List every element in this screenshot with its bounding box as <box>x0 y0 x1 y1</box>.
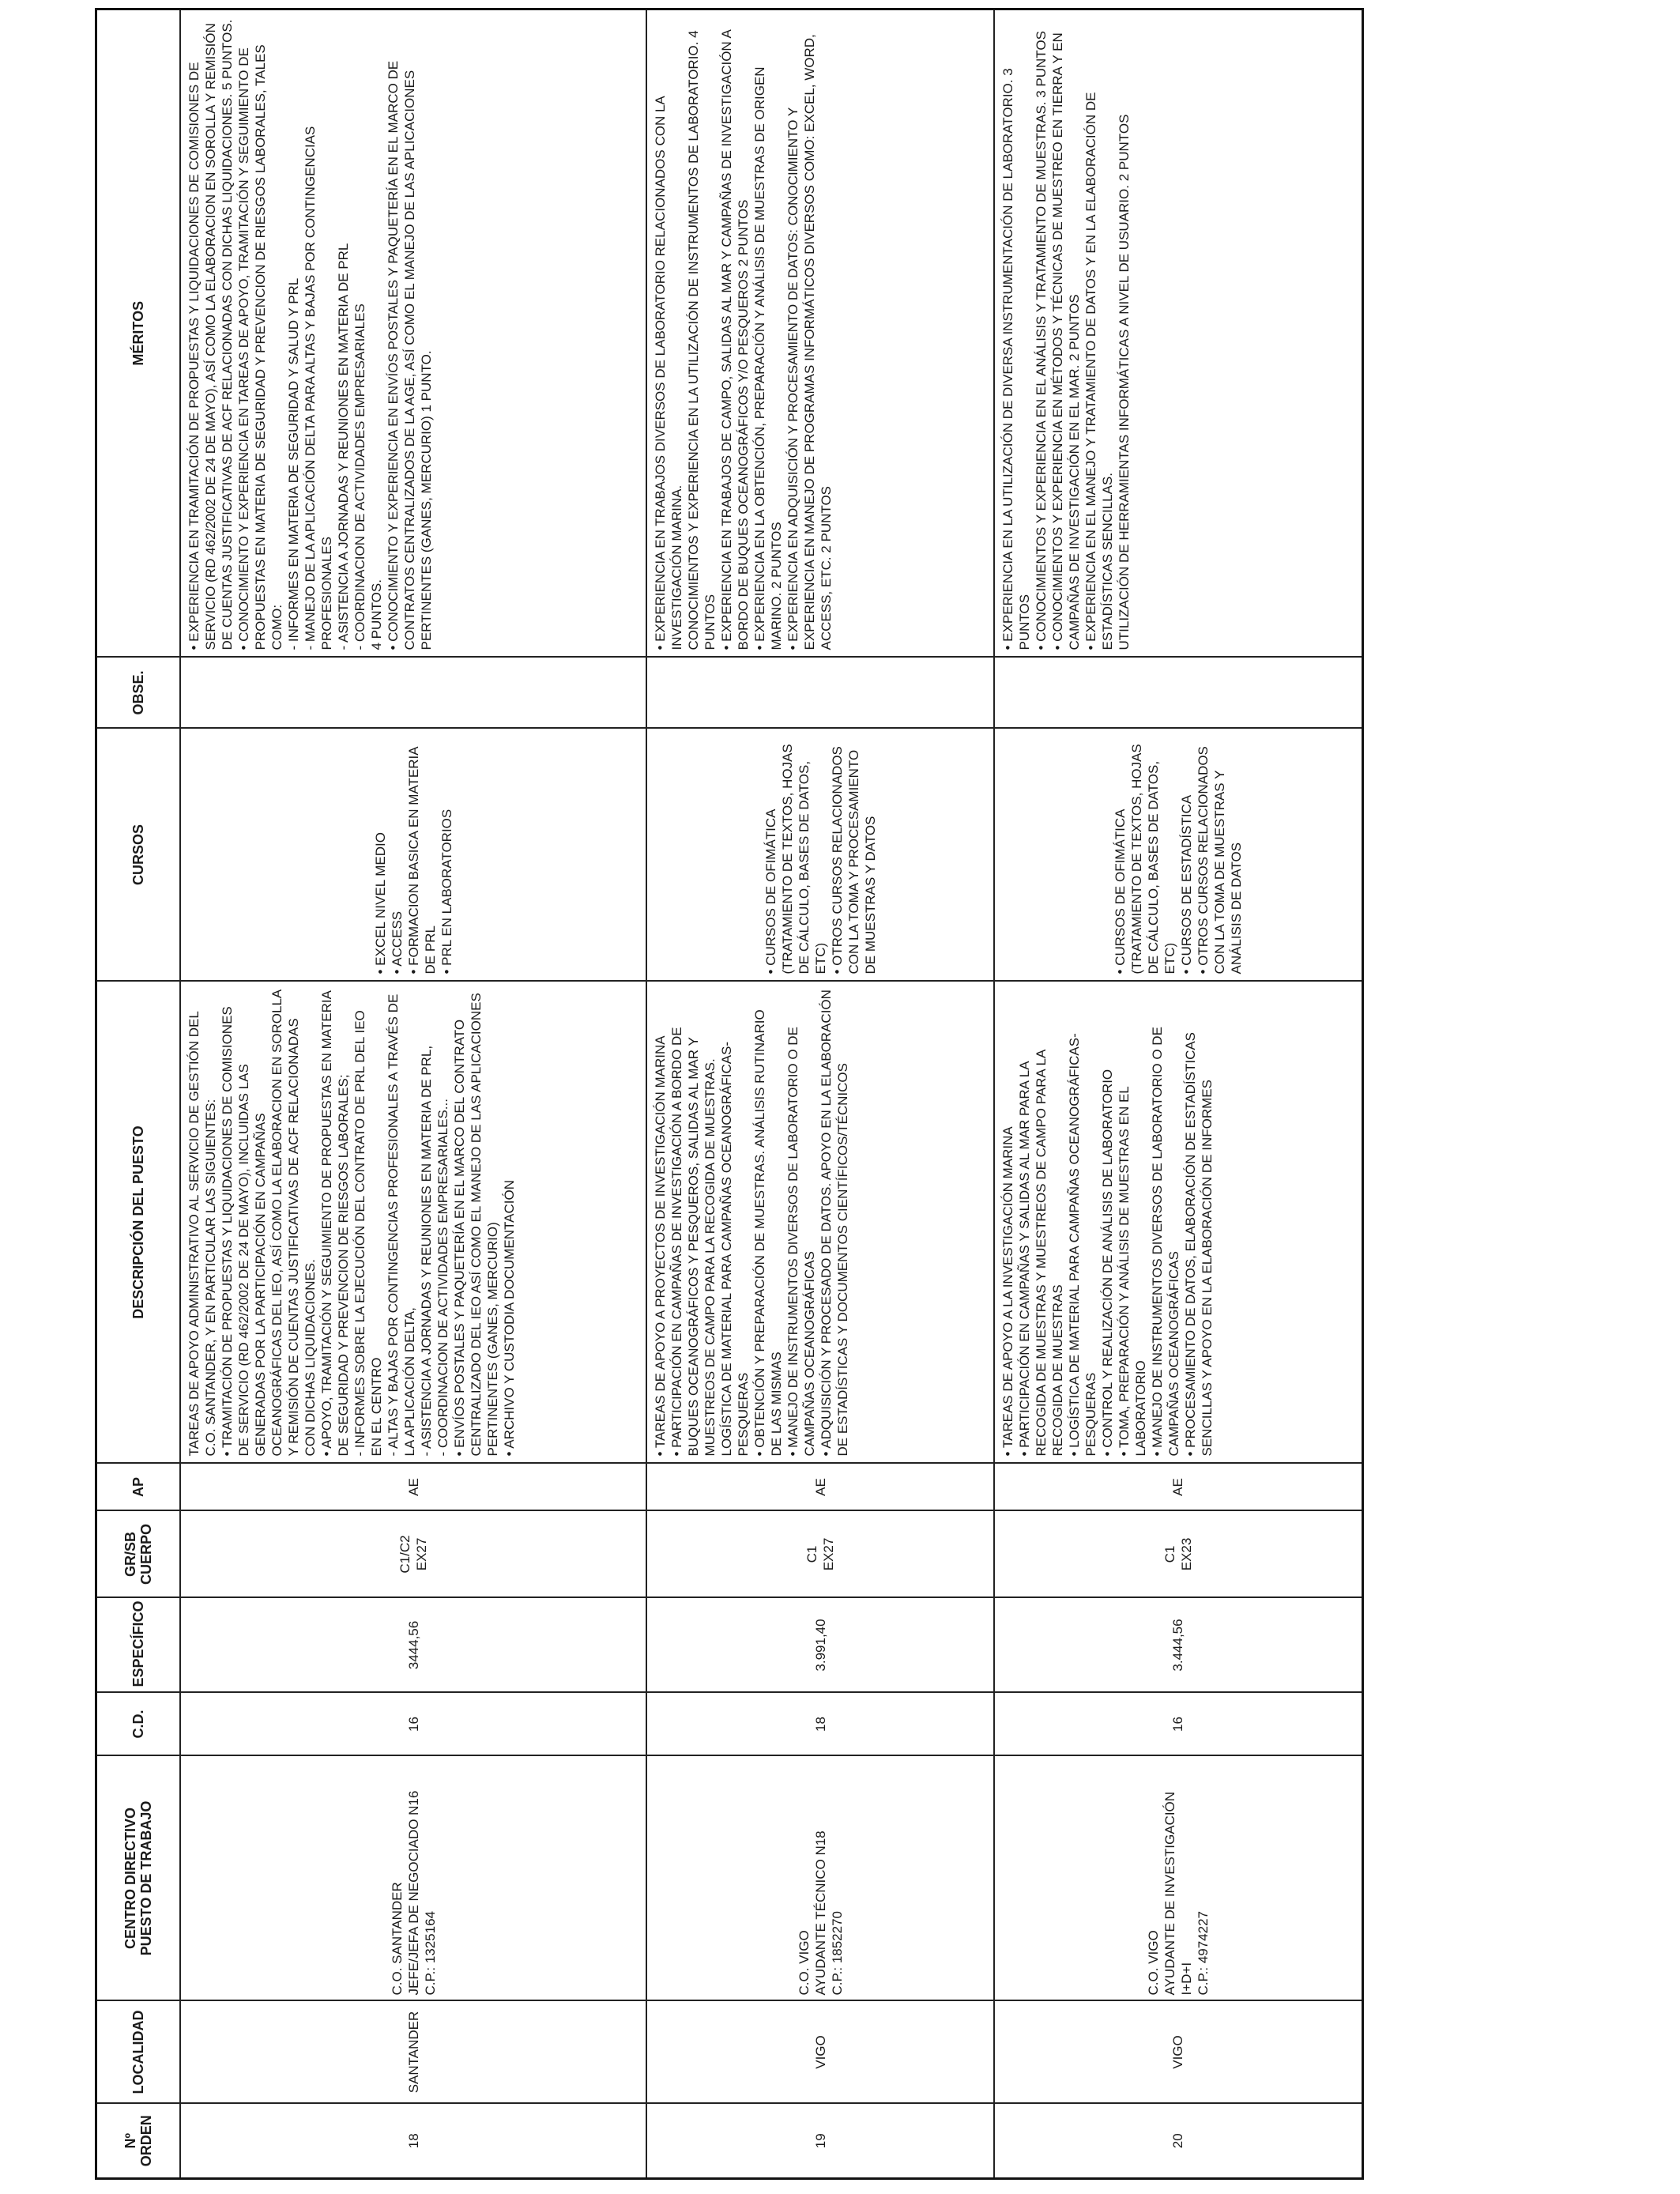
merito-line: • CONOCIMIENTOS Y EXPERIENCIA EN MÉTODOS Y TÉCNICAS DE MUESTREO EN TIERRA Y EN CAMPAÑAS DE INVESTIGACIÓN EN EL MAR. 2 PUNTOS <box>1050 32 1082 650</box>
centro-line: C.O. VIGO <box>796 1930 812 1996</box>
cell-descripcion <box>180 982 646 1464</box>
gr-line: EX27 <box>414 1537 429 1571</box>
cell-ap: AE <box>646 1464 994 1511</box>
descripcion-line: • MANEJO DE INSTRUMENTOS DIVERSOS DE LABORATORIO O DE CAMPAÑAS OCEANOGRÁFICAS <box>785 1027 817 1457</box>
cell-localidad: VIGO <box>994 2001 1362 2104</box>
descripcion-line: • ADQUISICIÓN Y PROCESADO DE DATOS. APOYO EN LA ELABORACIÓN DE ESTADÍSTICAS Y DOCUMENTOS CIENTÍFICOS/TÉCNICOS <box>819 990 850 1457</box>
merito-line: CONOCIMIENTOS Y EXPERIENCIA EN LA UTILIZACIÓN DE INSTRUMENTOS DE LABORATORIO. 4 PUNTOS <box>686 30 718 650</box>
merito-line: - ASISTENCIA A JORNADAS Y REUNIONES EN MATERIA DE PRL <box>336 243 351 650</box>
cell-localidad: VIGO <box>646 2001 994 2104</box>
cell-ap: AE <box>994 1464 1362 1511</box>
table-row <box>646 9 994 2179</box>
curso-line: • EXCEL NIVEL MEDIO <box>372 832 388 974</box>
descripcion-line: • MANEJO DE INSTRUMENTOS DIVERSOS DE LABORATORIO O DE CAMPAÑAS OCEANOGRÁFICAS <box>1150 1027 1181 1457</box>
cell-ap: AE <box>180 1464 646 1511</box>
curso-line: • PRL EN LABORATORIOS <box>439 809 454 974</box>
header-obse: OBSE. <box>96 658 181 729</box>
header-orden: Nº ORDEN <box>96 2104 181 2179</box>
merito-line: - INFORMES EN MATERIA DE SEGURIDAD Y SALUD Y PRL <box>286 277 301 650</box>
merito-line: - COORDINACION DE ACTIVIDADES EMPRESARIALES <box>352 303 367 650</box>
table-row <box>994 9 1362 2179</box>
cell-cd: 16 <box>180 1693 646 1756</box>
cell-centro <box>646 1756 994 2001</box>
centro-line: JEFE/JEFA DE NEGOCIADO N16 <box>405 1790 421 1996</box>
header-gr <box>96 1511 181 1598</box>
cell-cd: 18 <box>646 1693 994 1756</box>
centro-line: C.P.: 1325164 <box>422 1911 438 1996</box>
descripcion-line: • LOGÍSTICA DE MATERIAL PARA CAMPAÑAS OCEANOGRÁFICAS- PESQUERAS <box>1067 1033 1098 1457</box>
cell-obse <box>180 658 646 729</box>
header-cursos: CURSOS <box>96 729 181 982</box>
cell-localidad: SANTANDER <box>180 2001 646 2104</box>
curso-line: • CURSOS DE OFIMÁTICA (TRATAMIENTO DE TEXTOS, HOJAS DE CÁLCULO, BASES DE DATOS, ETC) <box>763 744 828 974</box>
vacancy-table <box>95 8 1364 2180</box>
cell-gr <box>646 1511 994 1598</box>
curso-line: • OTROS CURSOS RELACIONADOS CON LA TOMA Y PROCESAMIENTO DE MUESTRAS Y DATOS <box>829 746 878 974</box>
descripcion-line: - COORDINACION DE ACTIVIDADES EMPRESARIALES... <box>435 1099 450 1457</box>
rotated-page <box>95 10 1353 2180</box>
header-gr-line-1: GR/SB <box>122 1532 138 1578</box>
curso-line: • CURSOS DE ESTADÍSTICA <box>1178 794 1194 974</box>
centro-line: C.P.: 1852270 <box>829 1911 845 1996</box>
cell-orden: 18 <box>180 2104 646 2179</box>
cell-especifico: 3444,56 <box>180 1598 646 1693</box>
gr-line: C1 <box>804 1545 819 1563</box>
descripcion-line: • ENVÍOS POSTALES Y PAQUETERÍA EN EL MARCO DEL CONTRATO CENTRALIZADO DEL IEO ASÍ COMO EL MANEJO DE LAS APLICACIONES PERTINENTES (GANES, MERCURIO) <box>452 993 500 1457</box>
descripcion-line: - ALTAS Y BAJAS POR CONTINGENCIAS PROFESIONALES A TRAVÉS DE LA APLICACIÓN DELTA, <box>386 993 417 1457</box>
gr-line: EX27 <box>821 1537 836 1571</box>
header-localidad: LOCALIDAD <box>96 2001 181 2104</box>
cell-meritos <box>994 9 1362 658</box>
gr-line: EX23 <box>1178 1537 1194 1571</box>
cell-meritos <box>646 9 994 658</box>
cell-descripcion <box>646 982 994 1464</box>
header-ap: AP <box>96 1464 181 1511</box>
cell-descripcion <box>994 982 1362 1464</box>
descripcion-line: • TAREAS DE APOYO A PROYECTOS DE INVESTIGACIÓN MARINA <box>653 1035 668 1457</box>
merito-line: • EXPERIENCIA EN TRAMITACIÓN DE PROPUESTAS Y LIQUIDACIONES DE COMISIONES DE SERVICIO (RD 462/2002 DE 24 DE MAYO), ASÍ COMO LA ELABORACION EN SOROLLA Y REMISIÓN DE CUENTAS JUSTIFICATIVAS DE ACF RELACIONADAS CON DICHAS LIQUIDACIONES. 5 PUNTOS. <box>186 19 235 650</box>
curso-line: • ACCESS <box>389 910 405 974</box>
cell-centro <box>180 1756 646 2001</box>
cell-cursos <box>994 729 1362 982</box>
gr-line: C1/C2 <box>397 1535 412 1574</box>
header-centro-line-2: PUESTO DE TRABAJO <box>138 1800 154 1956</box>
table-row <box>180 9 646 2179</box>
centro-line: AYUDANTE DE INVESTIGACIÓN I+D+I <box>1162 1791 1194 1996</box>
centro-line: C.P.: 4974227 <box>1195 1911 1211 1996</box>
gr-line: C1 <box>1162 1545 1177 1563</box>
merito-line: • CONOCIMIENTOS Y EXPERIENCIA EN EL ANÁLISIS Y TRATAMIENTO DE MUESTRAS. 3 PUNTOS <box>1034 31 1049 650</box>
merito-line: 4 PUNTOS. <box>369 579 384 650</box>
centro-line: C.O. SANTANDER <box>389 1882 405 1996</box>
cell-gr <box>180 1511 646 1598</box>
cell-centro <box>994 1756 1362 2001</box>
merito-line: UTILIZACIÓN DE HERRAMIENTAS INFORMÁTICAS A NIVEL DE USUARIO. 2 PUNTOS <box>1117 114 1132 650</box>
curso-line: • OTROS CURSOS RELACIONADOS CON LA TOMA DE MUESTRAS Y ANÁLISIS DE DATOS <box>1195 746 1244 974</box>
descripcion-line: • TOMA, PREPARACIÓN Y ANÁLISIS DE MUESTRAS EN EL LABORATORIO <box>1117 1086 1148 1457</box>
cell-cursos <box>180 729 646 982</box>
merito-line: • EXPERIENCIA EN TRABAJOS DIVERSOS DE LABORATORIO RELACIONADOS CON LA INVESTIGACIÓN MARINA. <box>653 96 684 650</box>
descripcion-line: - INFORMES SOBRE LA EJECUCIÓN DEL CONTRATO DE PRL DEL IEO EN EL CENTRO <box>352 1010 384 1457</box>
merito-line: • EXPERIENCIA EN TRABAJOS DE CAMPO, SALIDAS AL MAR Y CAMPAÑAS DE INVESTIGACIÓN A BORDO DE BUQUES OCEANOGRÁFICOS Y/O PESQUEROS 2 PUNTOS <box>719 30 751 650</box>
cell-especifico: 3.444,56 <box>994 1598 1362 1693</box>
merito-line: • EXPERIENCIA EN LA OBTENCIÓN, PREPARACIÓN Y ANÁLISIS DE MUESTRAS DE ORIGEN MARINO. 2 PUNTOS <box>752 66 784 650</box>
header-meritos: MÉRITOS <box>96 9 181 658</box>
merito-line: • CONOCIMIENTO Y EXPERIENCIA EN TAREAS DE APOYO, TRAMITACIÓN Y SEGUIMIENTO DE PROPUESTAS EN MATERIA DE SEGURIDAD Y PREVENCION DE RIESGOS LABORALES, TALES COMO: <box>236 44 284 650</box>
descripcion-line: • CONTROL Y REALIZACIÓN DE ANÁLISIS DE LABORATORIO <box>1100 1069 1115 1457</box>
cell-especifico: 3.991,40 <box>646 1598 994 1693</box>
merito-line: - MANEJO DE LA APLICACIÓN DELTA PARA ALTAS Y BAJAS POR CONTINGENCIAS PROFESIONALES <box>303 126 334 650</box>
cell-cursos <box>646 729 994 982</box>
centro-line: AYUDANTE TÉCNICO N18 <box>812 1830 828 1996</box>
cell-orden: 19 <box>646 2104 994 2179</box>
header-row <box>96 9 181 2179</box>
merito-line: • CONOCIMIENTO Y EXPERIENCIA EN ENVÍOS POSTALES Y PAQUETERÍA EN EL MARCO DE CONTRATOS CENTRALIZADOS DE LA AGE, ASÍ COMO EL MANEJO DE LAS APLICACIONES PERTINENTES (GANES, MERCURIO) 1 PUNTO. <box>386 60 434 650</box>
merito-line: • EXPERIENCIA EN LA UTILIZACIÓN DE DIVERSA INSTRUMENTACIÓN DE LABORATORIO. 3 PUNTOS <box>1000 68 1032 650</box>
cell-cd: 16 <box>994 1693 1362 1756</box>
header-centro-line-1: CENTRO DIRECTIVO <box>122 1808 138 1950</box>
merito-line: • EXPERIENCIA EN EL MANEJO Y TRATAMIENTO DE DATOS Y EN LA ELABORACIÓN DE ESTADÍSTICAS SENCILLAS. <box>1083 92 1115 650</box>
descripcion-line: • OBTENCIÓN Y PREPARACIÓN DE MUESTRAS. ANÁLISIS RUTINARIO DE LAS MISMAS <box>752 1009 784 1457</box>
header-gr-line-2: CUERPO <box>138 1524 154 1585</box>
centro-line: C.O. VIGO <box>1145 1930 1161 1996</box>
cell-meritos <box>180 9 646 658</box>
descripcion-line: • TRAMITACIÓN DE PROPUESTAS Y LIQUIDACIONES DE COMISIONES DE SERVICIO (RD 462/2002 DE 24 DE MAYO), INCLUIDAS LAS GENERADAS POR LA PARTICIPACIÓN EN CAMPAÑAS OCEANOGRÁFICAS DEL IEO, ASÍ COMO LA ELABORACION EN SOROLLA Y REMISIÓN DE CUENTAS JUSTIFICATIVAS DE ACF RELACIONADAS CON DICHAS LIQUIDACIONES. <box>220 990 318 1457</box>
cell-obse <box>994 658 1362 729</box>
descripcion-line: • TAREAS DE APOYO A LA INVESTIGACIÓN MARINA <box>1000 1126 1015 1457</box>
descripcion-line: • APOYO, TRAMITACIÓN Y SEGUIMIENTO DE PROPUESTAS EN MATERIA DE SEGURIDAD Y PREVENCION DE RIESGOS LABORALES; <box>319 991 351 1457</box>
descripcion-line: • PARTICIPACIÓN EN CAMPAÑAS Y SALIDAS AL MAR PARA LA RECOGIDA DE MUESTRAS Y MUESTREOS DE CAMPO PARA LA RECOGIDA DE MUESTRAS <box>1017 1050 1065 1457</box>
descripcion-line: • PROCESAMIENTO DE DATOS, ELABORACIÓN DE ESTADÍSTICAS SENCILLAS Y APOYO EN LA ELABORACIÓN DE INFORMES <box>1183 1031 1215 1457</box>
cell-obse <box>646 658 994 729</box>
header-centro <box>96 1756 181 2001</box>
descripcion-line: • ARCHIVO Y CUSTODIA DOCUMENTACIÓN <box>502 1180 517 1457</box>
header-especifico: ESPECÍFICO <box>96 1598 181 1693</box>
descripcion-line: • PARTICIPACIÓN EN CAMPAÑAS DE INVESTIGACIÓN A BORDO DE BUQUES OCEANOGRÁFICOS Y PESQUEROS, SALIDAS AL MAR Y MUESTREOS DE CAMPO PARA LA RECOGIDA DE MUESTRAS. LOGÍSTICA DE MATERIAL PARA CAMPAÑAS OCEANOGRÁFICAS-PESQUERAS <box>669 1027 751 1457</box>
descripcion-line: - ASISTENCIA A JORNADAS Y REUNIONES EN MATERIA DE PRL, <box>419 1045 434 1457</box>
curso-line: • FORMACION BASICA EN MATERIA DE PRL <box>405 747 438 974</box>
cell-orden: 20 <box>994 2104 1362 2179</box>
merito-line: • EXPERIENCIA EN ADQUISICIÓN Y PROCESAMIENTO DE DATOS: CONOCIMIENTO Y EXPERIENCIA EN MANEJO DE PROGRAMAS INFORMÁTICOS DIVERSOS COMO: EXCEL, WORD, ACCESS, ETC. 2 PUNTOS <box>785 34 834 650</box>
descripcion-line: TAREAS DE APOYO ADMINISTRATIVO AL SERVICIO DE GESTIÓN DEL C.O. SANTANDER, Y EN PARTICULAR LAS SIGUIENTES: <box>186 1011 218 1457</box>
curso-line: • CURSOS DE OFIMÁTICA (TRATAMIENTO DE TEXTOS, HOJAS DE CÁLCULO, BASES DE DATOS, ETC) <box>1112 744 1177 974</box>
cell-gr <box>994 1511 1362 1598</box>
header-cd: C.D. <box>96 1693 181 1756</box>
header-descripcion: DESCRIPCIÓN DEL PUESTO <box>96 982 181 1464</box>
